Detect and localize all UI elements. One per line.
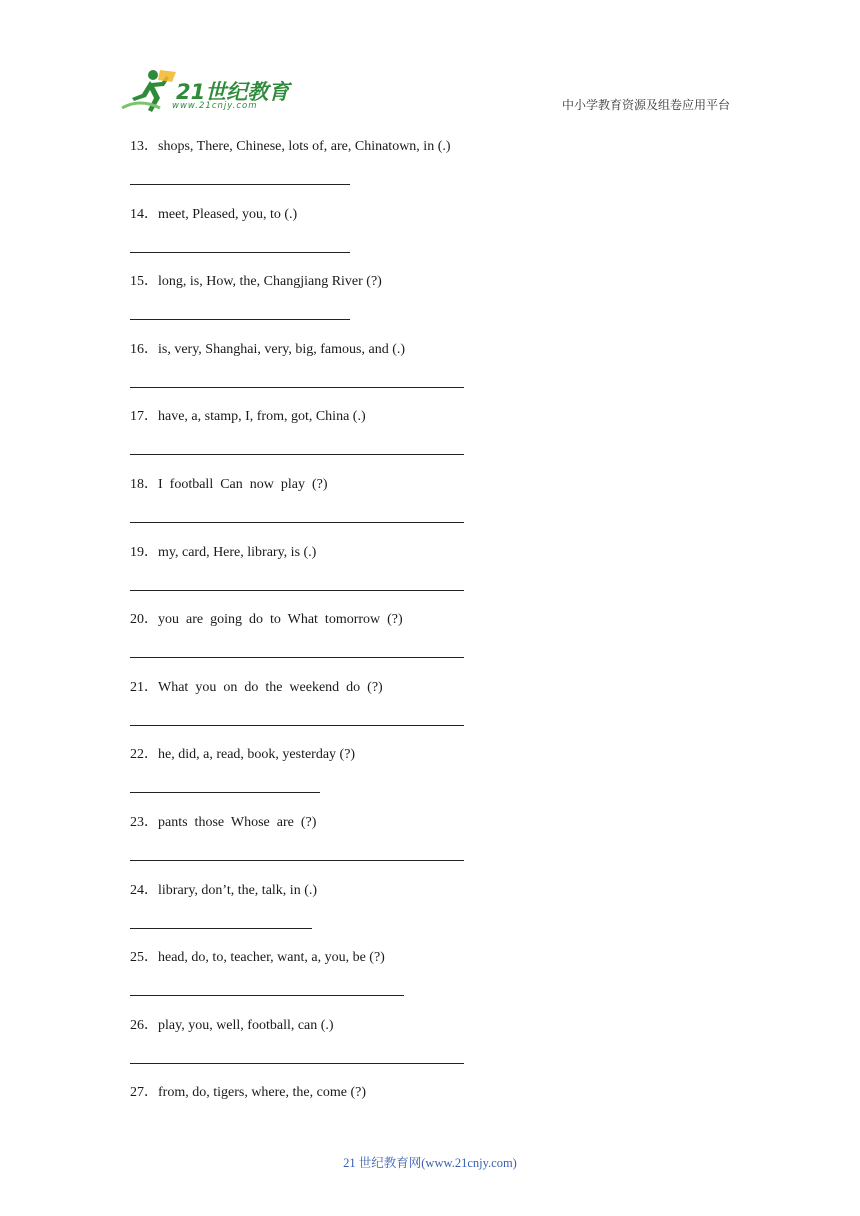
question-number: 13．	[130, 139, 158, 154]
logo	[120, 68, 290, 116]
question-words: have, a, stamp, I, from, got, China (.)	[158, 409, 366, 425]
answer-line[interactable]	[130, 860, 464, 861]
question-words: library, don’t, the, talk, in (.)	[158, 882, 318, 898]
question-number: 14．	[130, 206, 158, 222]
question-words: head, do, to, teacher, want, a, you, be (?)	[158, 950, 385, 966]
question-number: 23．	[130, 814, 158, 830]
platform-title: 中小学教育资源及组卷应用平台	[561, 98, 730, 112]
question-text	[130, 746, 355, 764]
question-words: meet, Pleased, you, to (.)	[158, 206, 298, 222]
question-number: 16．	[130, 341, 158, 357]
question-words: long, is, How, the, Changjiang River (?)	[158, 274, 382, 290]
question-words: you are going do to What tomorrow (?)	[158, 612, 403, 628]
answer-line[interactable]	[130, 928, 312, 929]
question-text	[130, 544, 316, 562]
logo-url: www.21cnjy.com	[172, 101, 258, 111]
answer-line[interactable]	[130, 387, 464, 388]
question-words: is, very, Shanghai, very, big, famous, and (.)	[158, 341, 406, 357]
question-words: pants those Whose are (?)	[158, 814, 317, 830]
question-number: 26．	[130, 1017, 158, 1033]
page-header	[0, 0, 860, 130]
answer-line[interactable]	[130, 319, 350, 320]
question-number: 17．	[130, 409, 158, 425]
question-text	[130, 814, 316, 832]
answer-line[interactable]	[130, 522, 464, 523]
answer-line[interactable]	[130, 995, 404, 996]
question-text	[130, 206, 297, 224]
question-number: 20．	[130, 612, 158, 628]
question-words: from, do, tigers, where, the, come (?)	[158, 1085, 366, 1101]
question-text	[130, 476, 328, 494]
answer-line[interactable]	[130, 725, 464, 726]
question-text	[130, 679, 383, 697]
logo-text: 21世纪教育	[176, 80, 290, 104]
answer-line[interactable]	[130, 252, 350, 253]
question-text	[130, 949, 385, 967]
question-words: play, you, well, football, can (.)	[158, 1017, 334, 1033]
question-text	[130, 138, 451, 156]
question-number: 27．	[130, 1085, 158, 1101]
question-text	[130, 273, 382, 291]
question-text	[130, 611, 403, 629]
answer-line[interactable]	[130, 792, 320, 793]
page-footer: 21 世纪教育网(www.21cnjy.com)	[343, 1156, 517, 1170]
runner-logo-icon	[120, 68, 178, 116]
question-text	[130, 1017, 334, 1035]
question-text	[130, 1084, 366, 1102]
answer-line[interactable]	[130, 590, 464, 591]
question-number: 19．	[130, 544, 158, 560]
question-text	[130, 408, 366, 426]
question-words: What you on do the weekend do (?)	[158, 679, 383, 695]
question-words: he, did, a, read, book, yesterday (?)	[158, 747, 356, 763]
question-text	[130, 341, 405, 359]
answer-line[interactable]	[130, 657, 464, 658]
question-number: 15．	[130, 274, 158, 290]
question-number: 22．	[130, 747, 158, 763]
question-text	[130, 882, 317, 900]
answer-line[interactable]	[130, 184, 350, 185]
question-number: 25．	[130, 950, 158, 966]
question-words: my, card, Here, library, is (.)	[158, 544, 317, 560]
question-words: I football Can now play (?)	[158, 476, 328, 492]
answer-line[interactable]	[130, 1063, 464, 1064]
question-number: 21．	[130, 679, 158, 695]
question-number: 24．	[130, 882, 158, 898]
answer-line[interactable]	[130, 454, 464, 455]
question-words: shops, There, Chinese, lots of, are, Chinatown, in (.)	[158, 139, 451, 154]
question-number: 18．	[130, 476, 158, 492]
